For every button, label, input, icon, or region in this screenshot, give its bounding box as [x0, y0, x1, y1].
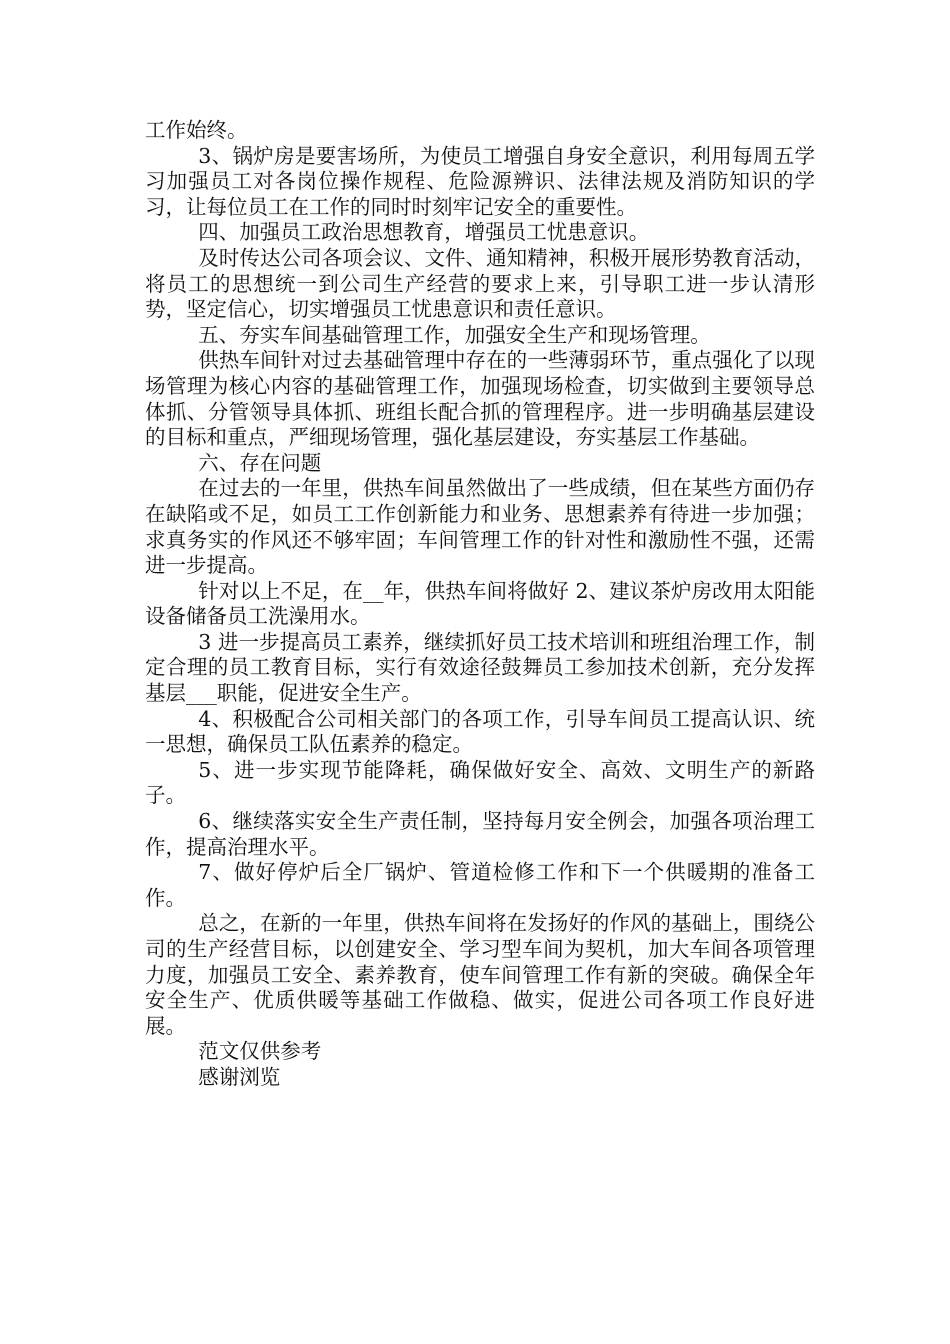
paragraph-education: 及时传达公司各项会议、文件、通知精神，积极开展形势教育活动，将员工的思想统一到公司生产经营的要求上来，引导职工进一步认清形势，坚定信心，切实增强员工忧患意识和责任意识。 [145, 245, 815, 322]
paragraph-plan-item-7: 7、做好停炉后全厂锅炉、管道检修工作和下一个供暖期的准备工作。 [145, 860, 815, 910]
paragraph-plan-item-3: 3 进一步提高员工素养，继续抓好员工技术培训和班组治理工作，制定合理的员工教育目标，实行有效途径鼓舞员工参加技术创新，充分发挥基层___职能，促进安全生产。 [145, 629, 815, 706]
footer-note-thanks: 感谢浏览 [198, 1064, 281, 1089]
paragraph-site-management: 供热车间针对过去基础管理中存在的一些薄弱环节，重点强化了以现场管理为核心内容的基础管理工作，加强现场检查，切实做到主要领导总体抓、分管领导具体抓、班组长配合抓的管理程序。进一步明确基层建设的目标和重点，严细现场管理，强化基层建设，夯实基层工作基础。 [145, 348, 815, 450]
footer-note-reference: 范文仅供参考 [198, 1039, 322, 1064]
paragraph-conclusion: 总之，在新的一年里，供热车间将在发扬好的作风的基础上，围绕公司的生产经营目标，以创建安全、学习型车间为契机，加大车间各项管理力度，加强员工安全、素养教育，使车间管理工作有新的突破。确保全年安全生产、优质供暖等基础工作做稳、做实，促进公司各项工作良好进展。 [145, 911, 815, 1038]
document-body [145, 118, 815, 1091]
paragraph-plan-intro: 针对以上不足，在__年，供热车间将做好 2、建议茶炉房改用太阳能设备储备员工洗澡用水。 [145, 578, 815, 629]
paragraph-continuation: 工作始终。 [145, 118, 248, 142]
paragraph-problems: 在过去的一年里，供热车间虽然做出了一些成绩，但在某些方面仍存在缺陷或不足，如员工工作创新能力和业务、思想素养有待进一步加强；求真务实的作风还不够牢固；车间管理工作的针对性和激励性不强，还需进一步提高。 [145, 476, 815, 578]
paragraph-plan-item-4: 4、积极配合公司相关部门的各项工作，引导车间员工提高认识、统一思想，确保员工队伍素养的稳定。 [145, 706, 815, 757]
section-heading-5: 五、夯实车间基础管理工作，加强安全生产和现场管理。 [198, 322, 711, 347]
paragraph-plan-item-6: 6、继续落实安全生产责任制，坚持每月安全例会，加强各项治理工作，提高治理水平。 [145, 809, 815, 859]
section-heading-4: 四、加强员工政治思想教育，增强员工忧患意识。 [198, 220, 650, 245]
paragraph-item-3-boiler-room: 3、锅炉房是要害场所，为使员工增强自身安全意识，利用每周五学习加强员工对各岗位操作规程、危险源辨识、法律法规及消防知识的学习，让每位员工在工作的同时时刻牢记安全的重要性。 [145, 143, 815, 219]
paragraph-plan-item-5: 5、进一步实现节能降耗，确保做好安全、高效、文明生产的新路子。 [145, 757, 815, 808]
section-heading-6: 六、存在问题 [198, 450, 322, 475]
